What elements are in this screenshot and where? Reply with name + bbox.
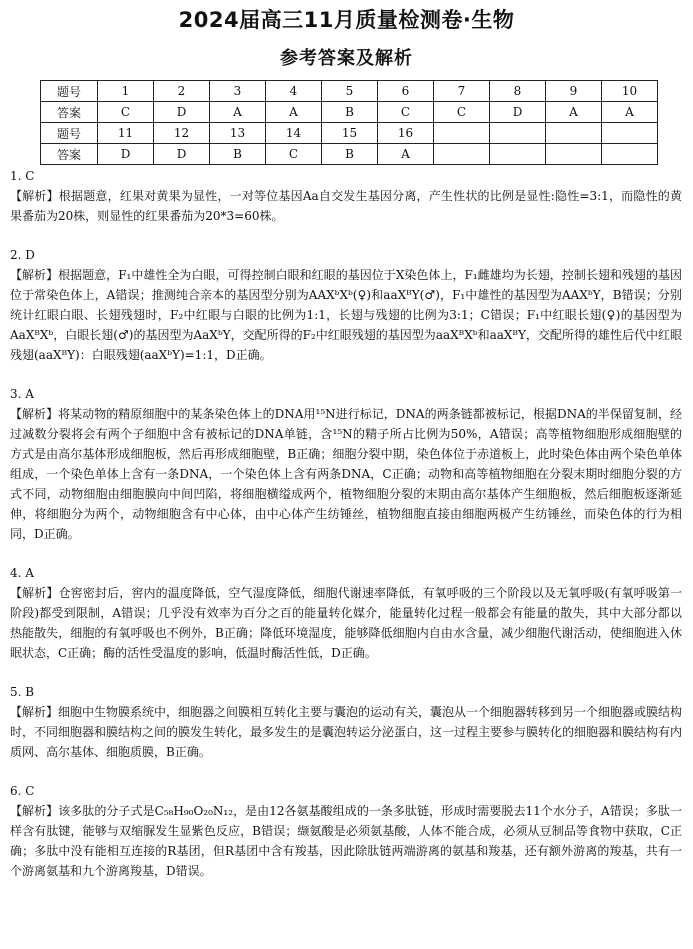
answer-cell: D — [490, 102, 546, 123]
question-answer-heading: 1. C — [10, 169, 35, 183]
question-number — [546, 123, 602, 144]
answer-cell — [434, 144, 490, 165]
question-number: 6 — [378, 81, 434, 102]
question-number — [490, 123, 546, 144]
answer-cell: B — [210, 144, 266, 165]
question-number: 7 — [434, 81, 490, 102]
question-number: 13 — [210, 123, 266, 144]
question-number: 9 — [546, 81, 602, 102]
explanation-text: 【解析】该多肽的分子式是C₅₈H₉₀O₂₀N₁₂，是由12各氨基酸组成的一条多肽链，形成时需要脱去11个水分子，A错误；多肽一样含有肽键，能够与双缩脲发生显紫色反应，B错误；缬氨酸是必须氨基酸，人体不能合成，必须从豆制品等食物中获取，C正确；多肽中没有能相互连接的R基团，但R基团中含有羧基，因此除肽链两端游离的氨基和羧基，还有额外游离的羧基，共有一个游离氨基和九个游离羧基，D错误。 — [10, 804, 682, 878]
question-answer-heading: 5. B — [10, 685, 35, 699]
question-answer-heading: 3. A — [10, 387, 34, 401]
explanation-item — [10, 384, 682, 544]
question-answer-heading: 4. A — [10, 566, 34, 580]
answer-table — [40, 80, 658, 165]
table-row — [41, 123, 658, 144]
answer-cell: A — [378, 144, 434, 165]
answer-cell: B — [322, 102, 378, 123]
explanation-text: 【解析】将某动物的精原细胞中的某条染色体上的DNA用¹⁵N进行标记，DNA的两条链都被标记，根据DNA的半保留复制，经过减数分裂将会有两个子细胞中含有被标记的DNA单链，含¹⁵N的精子所占比例为50%，A错误；高等植物细胞形成细胞壁的方式是由高尔基体形成细胞板，然后再形成细胞壁，B正确；细胞分裂中期，染色体位于赤道板上，此时染色体由两个染色单体组成，一个染色单体上含有一条DNA，一个染色体上含有两条DNA，C正确；动物和高等植物细胞在分裂末期时细胞分裂的方式不同，动物细胞由细胞膜向中间凹陷，将细胞横缢成两个，植物细胞分裂的末期由高尔基体产生细胞板，然后细胞板逐渐延伸，将细胞分为两个，动物细胞含有中心体，由中心体产生纺锤丝，植物细胞直接由细胞两极产生纺锤丝，而染色体的行为相同，D正确。 — [10, 407, 682, 541]
explanation-item — [10, 166, 682, 226]
question-number: 4 — [266, 81, 322, 102]
explanation-text: 【解析】根据题意，红果对黄果为显性，一对等位基因Aa自交发生基因分离，产生性状的比例是显性:隐性=3:1，而隐性的黄果番茄为20株，则显性的红果番茄为20*3=60株。 — [10, 189, 682, 223]
question-number: 15 — [322, 123, 378, 144]
answer-cell: D — [154, 144, 210, 165]
answer-cell: C — [434, 102, 490, 123]
answer-cell: D — [154, 102, 210, 123]
answer-cell: C — [378, 102, 434, 123]
answer-cell — [602, 144, 658, 165]
answer-cell: C — [98, 102, 154, 123]
row-label-question: 题号 — [41, 81, 98, 102]
question-answer-heading: 2. D — [10, 248, 35, 262]
explanation-item — [10, 682, 682, 762]
answer-cell: D — [98, 144, 154, 165]
page-title: 2024届高三11月质量检测卷·生物 — [178, 8, 515, 32]
question-number: 14 — [266, 123, 322, 144]
answer-cell — [546, 144, 602, 165]
table-row — [41, 102, 658, 123]
explanation-item — [10, 781, 682, 881]
question-number: 3 — [210, 81, 266, 102]
question-number: 1 — [98, 81, 154, 102]
question-number: 8 — [490, 81, 546, 102]
question-number: 10 — [602, 81, 658, 102]
explanations — [10, 166, 682, 900]
row-label-answer: 答案 — [41, 102, 98, 123]
question-answer-heading: 6. C — [10, 784, 35, 798]
row-label-question: 题号 — [41, 123, 98, 144]
explanation-text: 【解析】根据题意，F₁中雄性全为白眼，可得控制白眼和红眼的基因位于X染色体上，F₁雌雄均为长翅，控制长翅和残翅的基因位于常染色体上，A错误；推测纯合亲本的基因型分别为AAXᵇXᵇ(♀)和aaXᴮY(♂)，F₁中雄性的基因型为AAXᵇY，B错误；分别统计红眼白眼、长翅残翅时，F₂中红眼与白眼的比例为1:1，长翅与残翅的比例为3:1；C错误；F₁中红眼长翅(♀)的基因型为AaXᴮXᵇ，白眼长翅(♂)的基因型为AaXᵇY，交配所得的F₂中红眼残翅的基因型为aaXᴮXᵇ和aaXᴮY，交配所得的雄性后代中红眼残翅(aaXᴮY)：白眼残翅(aaXᵇY)=1:1，D正确。 — [10, 268, 682, 362]
question-number — [434, 123, 490, 144]
table-row — [41, 144, 658, 165]
answer-cell — [490, 144, 546, 165]
answer-cell: C — [266, 144, 322, 165]
question-number: 5 — [322, 81, 378, 102]
answer-cell: B — [322, 144, 378, 165]
answer-cell: A — [266, 102, 322, 123]
question-number: 2 — [154, 81, 210, 102]
explanation-item — [10, 563, 682, 663]
row-label-answer: 答案 — [41, 144, 98, 165]
answer-cell: A — [210, 102, 266, 123]
answer-cell: A — [546, 102, 602, 123]
explanation-text: 【解析】细胞中生物膜系统中，细胞器之间膜相互转化主要与囊泡的运动有关，囊泡从一个细胞器转移到另一个细胞器或膜结构时，不同细胞器和膜结构之间的膜发生转化，最多发生的是囊泡转运分泌蛋白，这一过程主要参与膜转化的细胞器和膜结构有内质网、高尔基体、细胞质膜，B正确。 — [10, 705, 683, 759]
question-number: 16 — [378, 123, 434, 144]
explanation-text: 【解析】仓窖密封后，窖内的温度降低，空气湿度降低，细胞代谢速率降低，有氧呼吸的三个阶段以及无氧呼吸(有氧呼吸第一阶段)都受到限制，A错误；几乎没有效率为百分之百的能量转化媒介，能量转化过程一般都会有能量的散失，其中大部分都以热能散失，细胞的有氧呼吸也不例外，B正确；降低环境湿度，能够降低细胞内自由水含量，减少细胞代谢活动，使细胞进入休眠状态，C正确；酶的活性受温度的影响，低温时酶活性低，D正确。 — [10, 586, 682, 660]
explanation-item — [10, 245, 682, 365]
page-subtitle: 参考答案及解析 — [280, 48, 413, 69]
answer-cell: A — [602, 102, 658, 123]
question-number: 12 — [154, 123, 210, 144]
question-number: 11 — [98, 123, 154, 144]
question-number — [602, 123, 658, 144]
table-row — [41, 81, 658, 102]
